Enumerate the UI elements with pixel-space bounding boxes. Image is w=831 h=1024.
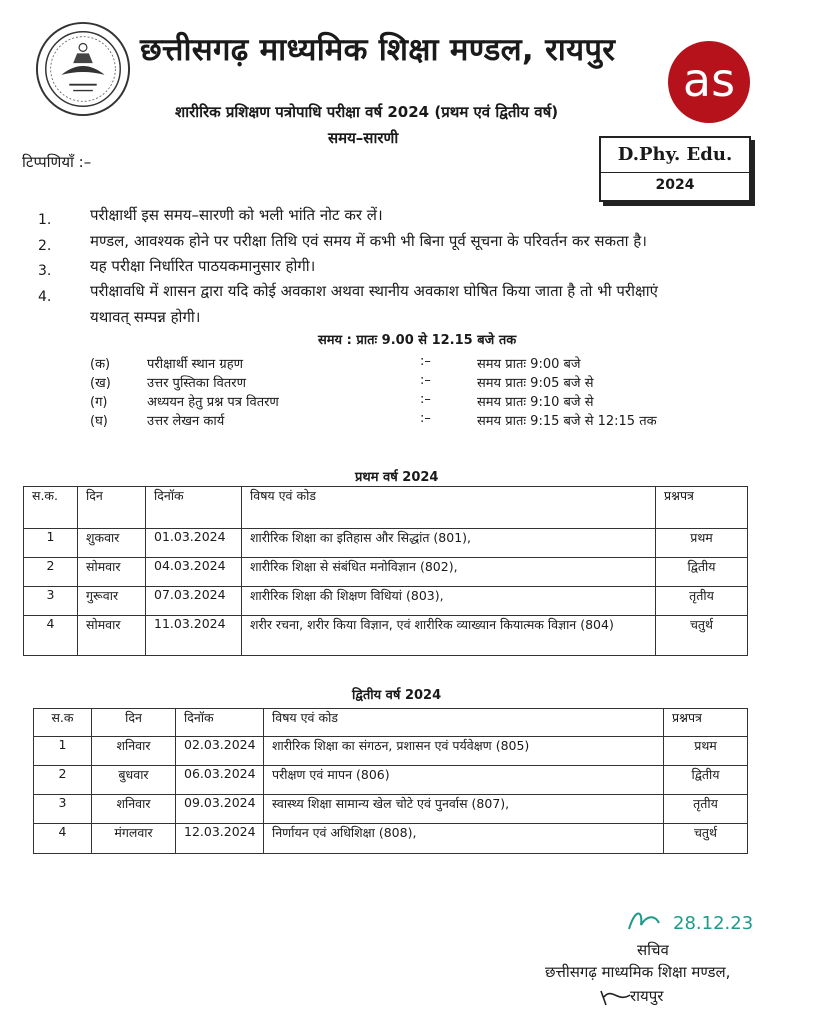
paper-cell: तृतीय	[656, 587, 748, 616]
subject-cell: शारीरिक शिक्षा से संबंधित मनोविज्ञान (802),	[242, 558, 656, 587]
signature-date: 28.12.23	[673, 913, 754, 934]
timing-item: उत्तर लेखन कार्य	[147, 414, 225, 429]
org-line: छत्तीसगढ़ माध्यमिक शिक्षा मण्डल,	[545, 963, 731, 981]
note-number: 3.	[38, 263, 52, 279]
designation: सचिव	[637, 941, 669, 959]
paper-cell: द्वितीय	[656, 558, 748, 587]
table-row	[24, 616, 748, 656]
date-cell: 02.03.2024	[176, 737, 264, 766]
board-name: छत्तीसगढ़ माध्यमिक शिक्षा मण्डल, रायपुर	[140, 32, 616, 68]
subject-cell: शरीर रचना, शरीर किया विज्ञान, एवं शारीरिक व्याख्यान कियात्मक विज्ञान (804)	[242, 616, 656, 656]
timing-label: (घ)	[90, 414, 108, 429]
initials-signature-mark	[598, 985, 634, 1009]
table-row	[24, 529, 748, 558]
timing-item: परीक्षार्थी स्थान ग्रहण	[147, 357, 244, 372]
note-number: 2.	[38, 238, 52, 254]
paper-cell: चतुर्थ	[656, 616, 748, 656]
subject-cell: शारीरिक शिक्षा का संगठन, प्रशासन एवं पर्यवेक्षण (805)	[264, 737, 664, 766]
date-cell: 06.03.2024	[176, 766, 264, 795]
badge-year: 2024	[655, 177, 695, 193]
second-year-title: द्वितीय वर्ष 2024	[352, 688, 442, 703]
timing-separator: :–	[420, 373, 431, 388]
serial-cell: 2	[24, 558, 78, 587]
header-cell: विषय एवं कोड	[242, 487, 656, 529]
table-row	[34, 824, 748, 854]
timing-separator: :–	[420, 354, 431, 369]
subject-cell: निर्णायन एवं अधिशिक्षा (808),	[264, 824, 664, 854]
exam-title: शारीरिक प्रशिक्षण पत्रोपाधि परीक्षा वर्ष 2024 (प्रथम एवं द्वितीय वर्ष)	[175, 103, 559, 121]
subject-cell: शारीरिक शिक्षा की शिक्षण विधियां (803),	[242, 587, 656, 616]
day-cell: शनिवार	[92, 737, 176, 766]
course-badge	[599, 136, 751, 202]
timing-time: समय प्रातः 9:15 बजे से 12:15 तक	[477, 414, 657, 429]
timing-label: (ग)	[90, 395, 108, 410]
subject-cell: शारीरिक शिक्षा का इतिहास और सिद्धांत (801),	[242, 529, 656, 558]
note-number: 4.	[38, 289, 52, 305]
badge-title: D.Phy. Edu.	[617, 144, 733, 165]
day-cell: गुरूवार	[78, 587, 146, 616]
doc-title: समय–सारणी	[328, 129, 399, 147]
note-number: 1.	[38, 212, 52, 228]
first-year-table	[23, 486, 748, 656]
timing-label: (क)	[90, 357, 111, 372]
timing-item: अध्ययन हेतु प्रश्न पत्र वितरण	[147, 395, 279, 410]
paper-cell: चतुर्थ	[664, 824, 748, 854]
header-cell: विषय एवं कोड	[264, 709, 664, 737]
table-header-row	[34, 709, 748, 737]
table-row	[24, 558, 748, 587]
date-cell: 11.03.2024	[146, 616, 242, 656]
day-cell: शनिवार	[92, 795, 176, 824]
timing-heading: समय : प्रातः 9.00 से 12.15 बजे तक	[318, 333, 517, 348]
day-cell: मंगलवार	[92, 824, 176, 854]
timing-item: उत्तर पुस्तिका वितरण	[147, 376, 246, 391]
timing-label: (ख)	[90, 376, 111, 391]
header-cell: प्रश्नपत्र	[656, 487, 748, 529]
note-text: यह परीक्षा निर्धारित पाठयकमानुसार होगी।	[90, 257, 316, 275]
timing-time: समय प्रातः 9:10 बजे से	[477, 395, 594, 410]
date-cell: 12.03.2024	[176, 824, 264, 854]
header-cell: प्रश्नपत्र	[664, 709, 748, 737]
paper-cell: प्रथम	[664, 737, 748, 766]
note-text: परीक्षार्थी इस समय–सारणी को भली भांति नोट कर लें।	[90, 206, 383, 224]
notes-heading: टिप्पणियाँ :–	[22, 153, 92, 171]
subject-cell: परीक्षण एवं मापन (806)	[264, 766, 664, 795]
date-cell: 09.03.2024	[176, 795, 264, 824]
day-cell: सोमवार	[78, 616, 146, 656]
badge-divider	[601, 172, 749, 173]
day-cell: शुकवार	[78, 529, 146, 558]
serial-cell: 1	[34, 737, 92, 766]
date-cell: 04.03.2024	[146, 558, 242, 587]
table-row	[34, 795, 748, 824]
second-year-table	[33, 708, 748, 854]
header-cell: दिनॉक	[176, 709, 264, 737]
table-row	[24, 587, 748, 616]
as-logo: as	[668, 41, 750, 123]
header-cell: दिनॉक	[146, 487, 242, 529]
board-seal-icon	[34, 20, 132, 118]
date-cell: 01.03.2024	[146, 529, 242, 558]
note-text: परीक्षावधि में शासन द्वारा यदि कोई अवकाश अथवा स्थानीय अवकाश घोषित किया जाता है तो भी परीक्षाएं	[90, 282, 658, 300]
header-cell: दिन	[78, 487, 146, 529]
serial-cell: 2	[34, 766, 92, 795]
day-cell: बुधवार	[92, 766, 176, 795]
timing-time: समय प्रातः 9:00 बजे	[477, 357, 581, 372]
table-header-row	[24, 487, 748, 529]
header-cell: स.क	[34, 709, 92, 737]
date-cell: 07.03.2024	[146, 587, 242, 616]
serial-cell: 1	[24, 529, 78, 558]
timing-time: समय प्रातः 9:05 बजे से	[477, 376, 594, 391]
day-cell: सोमवार	[78, 558, 146, 587]
serial-cell: 4	[24, 616, 78, 656]
subject-cell: स्वास्थ्य शिक्षा सामान्य खेल चोटे एवं पुनर्वास (807),	[264, 795, 664, 824]
note-text: मण्डल, आवश्यक होने पर परीक्षा तिथि एवं समय में कभी भी बिना पूर्व सूचना के परिवर्तन कर सकता है।	[90, 232, 647, 250]
paper-cell: तृतीय	[664, 795, 748, 824]
header-cell: दिन	[92, 709, 176, 737]
serial-cell: 3	[24, 587, 78, 616]
signature-mark	[625, 903, 775, 939]
paper-cell: द्वितीय	[664, 766, 748, 795]
timing-separator: :–	[420, 392, 431, 407]
note-text-continued: यथावत् सम्पन्न होगी।	[90, 308, 201, 326]
header-cell: स.क.	[24, 487, 78, 529]
first-year-title: प्रथम वर्ष 2024	[355, 470, 439, 485]
table-row	[34, 737, 748, 766]
serial-cell: 3	[34, 795, 92, 824]
timing-separator: :–	[420, 411, 431, 426]
serial-cell: 4	[34, 824, 92, 854]
paper-cell: प्रथम	[656, 529, 748, 558]
table-row	[34, 766, 748, 795]
city: रायपुर	[630, 987, 664, 1005]
